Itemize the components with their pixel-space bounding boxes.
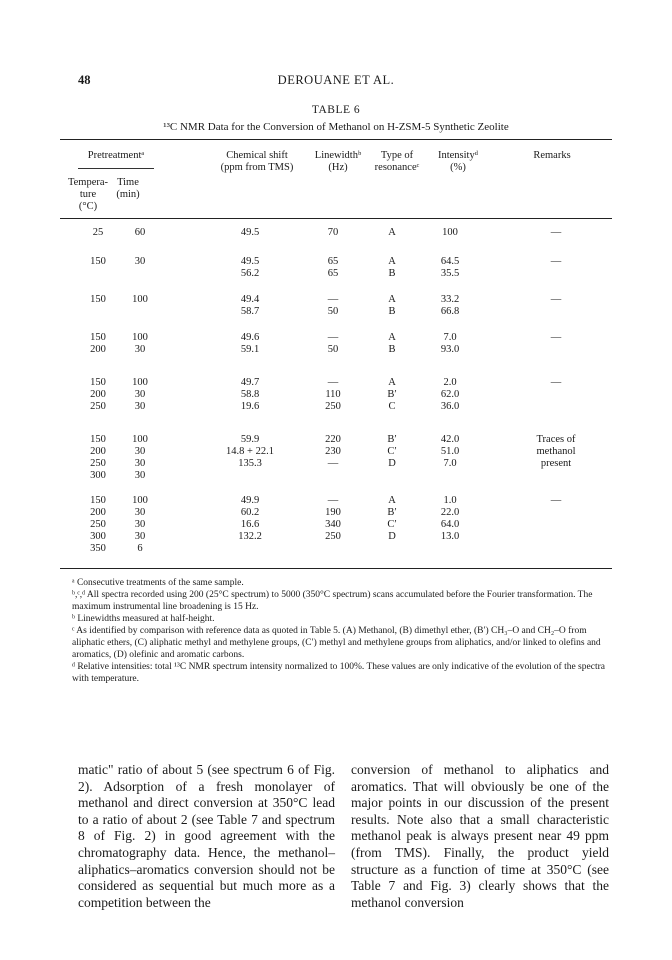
cell-resonance: B bbox=[388, 306, 396, 317]
cell-chemical-shift: 60.2 bbox=[240, 507, 260, 518]
cell-resonance: B bbox=[388, 268, 396, 279]
cell-linewidth: 50 bbox=[327, 344, 339, 355]
cell-chemical-shift: 49.5 bbox=[240, 227, 260, 238]
cell-remarks: present bbox=[540, 458, 572, 469]
cell-intensity: 35.5 bbox=[440, 268, 460, 279]
cell-resonance: A bbox=[388, 332, 396, 343]
cell-temperature: 300 bbox=[90, 470, 106, 481]
cell-time: 30 bbox=[134, 344, 146, 355]
cell-remarks: — bbox=[550, 377, 562, 388]
cell-resonance: B′ bbox=[387, 434, 397, 445]
cell-linewidth: — bbox=[327, 294, 339, 305]
cell-chemical-shift: 135.3 bbox=[238, 458, 262, 469]
cell-resonance: A bbox=[388, 256, 396, 267]
cell-resonance: A bbox=[388, 227, 396, 238]
cell-linewidth: 250 bbox=[325, 401, 341, 412]
cell-linewidth: 50 bbox=[327, 306, 339, 317]
cell-time: 30 bbox=[134, 507, 146, 518]
table-label: TABLE 6 bbox=[311, 104, 361, 116]
cell-time: 30 bbox=[134, 458, 146, 469]
cell-resonance: B bbox=[388, 344, 396, 355]
header-intensity: Intensityᵈ (%) bbox=[437, 150, 478, 173]
table-top-rule bbox=[60, 139, 612, 140]
cell-resonance: B′ bbox=[387, 389, 397, 400]
cell-resonance: B′ bbox=[387, 507, 397, 518]
cell-chemical-shift: 132.2 bbox=[238, 531, 262, 542]
cell-linewidth: 190 bbox=[325, 507, 341, 518]
cell-resonance: A bbox=[388, 377, 396, 388]
footnote-b: ᵇ Linewidths measured at half-height. bbox=[72, 614, 215, 624]
cell-linewidth: 250 bbox=[325, 531, 341, 542]
header-pretreatment: Pretreatmentᵃ bbox=[87, 150, 145, 161]
cell-resonance: C′ bbox=[387, 519, 397, 530]
cell-temperature: 200 bbox=[90, 389, 106, 400]
body-column-right bbox=[351, 762, 609, 911]
cell-intensity: 36.0 bbox=[440, 401, 460, 412]
header-time: Time (min) bbox=[116, 177, 140, 200]
cell-time: 100 bbox=[132, 434, 148, 445]
cell-resonance: D bbox=[388, 458, 396, 469]
cell-temperature: 200 bbox=[90, 446, 106, 457]
cell-linewidth: — bbox=[327, 495, 339, 506]
cell-time: 30 bbox=[134, 519, 146, 530]
cell-linewidth: 65 bbox=[327, 268, 339, 279]
cell-time: 30 bbox=[134, 446, 146, 457]
cell-linewidth: — bbox=[327, 332, 339, 343]
cell-time: 100 bbox=[132, 495, 148, 506]
cell-time: 30 bbox=[134, 389, 146, 400]
cell-intensity: 42.0 bbox=[440, 434, 460, 445]
cell-chemical-shift: 49.4 bbox=[240, 294, 260, 305]
cell-resonance: A bbox=[388, 294, 396, 305]
cell-chemical-shift: 14.8 + 22.1 bbox=[226, 446, 274, 457]
cell-remarks: — bbox=[550, 227, 562, 238]
pretreatment-rule bbox=[78, 168, 154, 169]
cell-linewidth: — bbox=[327, 458, 339, 469]
cell-intensity: 1.0 bbox=[443, 495, 457, 506]
cell-time: 30 bbox=[134, 470, 146, 481]
cell-chemical-shift: 59.1 bbox=[240, 344, 260, 355]
cell-linewidth: 220 bbox=[325, 434, 341, 445]
cell-time: 30 bbox=[134, 531, 146, 542]
table-footnotes bbox=[60, 577, 612, 685]
cell-chemical-shift: 49.9 bbox=[240, 495, 260, 506]
cell-time: 60 bbox=[134, 227, 146, 238]
cell-time: 100 bbox=[132, 332, 148, 343]
page-number: 48 bbox=[78, 73, 91, 87]
cell-temperature: 150 bbox=[90, 256, 106, 267]
cell-linewidth: 70 bbox=[327, 227, 339, 238]
cell-remarks: — bbox=[550, 495, 562, 506]
cell-intensity: 66.8 bbox=[440, 306, 460, 317]
cell-chemical-shift: 56.2 bbox=[240, 268, 260, 279]
running-header bbox=[78, 73, 594, 89]
cell-temperature: 250 bbox=[90, 519, 106, 530]
cell-resonance: C′ bbox=[387, 446, 397, 457]
cell-remarks: — bbox=[550, 294, 562, 305]
cell-intensity: 33.2 bbox=[440, 294, 460, 305]
cell-time: 6 bbox=[137, 543, 143, 554]
cell-temperature: 200 bbox=[90, 344, 106, 355]
cell-linewidth: 65 bbox=[327, 256, 339, 267]
cell-remarks: Traces of bbox=[536, 434, 576, 445]
cell-temperature: 250 bbox=[90, 401, 106, 412]
cell-remarks: methanol bbox=[536, 446, 576, 457]
cell-linewidth: — bbox=[327, 377, 339, 388]
cell-resonance: A bbox=[388, 495, 396, 506]
cell-intensity: 64.5 bbox=[440, 256, 460, 267]
cell-chemical-shift: 49.5 bbox=[240, 256, 260, 267]
cell-linewidth: 110 bbox=[325, 389, 341, 400]
header-linewidth: Linewidthᵇ (Hz) bbox=[314, 150, 362, 173]
cell-chemical-shift: 49.7 bbox=[240, 377, 260, 388]
cell-chemical-shift: 58.8 bbox=[240, 389, 260, 400]
cell-chemical-shift: 16.6 bbox=[240, 519, 260, 530]
cell-temperature: 350 bbox=[90, 543, 106, 554]
header-resonance: Type of resonanceᶜ bbox=[374, 150, 420, 173]
body-paragraph-right: conversion of methanol to aliphatics and aromatics. That will obviously be one of the major points in our discussion of the present results. Note also that a small characteristic methanol peak is always present near 49 ppm (from TMS). Finally, the product yield structure as a function of time at 350°C (see Table 7 and Fig. 3) clearly shows that the methanol conversion bbox=[351, 762, 609, 910]
cell-linewidth: 340 bbox=[325, 519, 341, 530]
footnote-bcd: ᵇ,ᶜ,ᵈ All spectra recorded using 200 (25°C spectrum) to 5000 (350°C spectrum) scans accumulated before the Fourier transformation. The maximum instrumental line broadening is 15 Hz. bbox=[72, 590, 593, 612]
cell-intensity: 7.0 bbox=[443, 332, 457, 343]
cell-intensity: 22.0 bbox=[440, 507, 460, 518]
header-temperature: Tempera- ture (°C) bbox=[67, 177, 109, 212]
header-bottom-rule bbox=[60, 218, 612, 219]
cell-temperature: 250 bbox=[90, 458, 106, 469]
cell-time: 30 bbox=[134, 401, 146, 412]
cell-temperature: 150 bbox=[90, 377, 106, 388]
cell-intensity: 100 bbox=[442, 227, 458, 238]
cell-intensity: 2.0 bbox=[443, 377, 457, 388]
cell-chemical-shift: 58.7 bbox=[240, 306, 260, 317]
table-title: ¹³C NMR Data for the Conversion of Methanol on H-ZSM-5 Synthetic Zeolite bbox=[163, 121, 509, 133]
footnote-a: ᵃ Consecutive treatments of the same sample. bbox=[72, 578, 244, 588]
cell-time: 100 bbox=[132, 377, 148, 388]
header-chemical-shift: Chemical shift (ppm from TMS) bbox=[220, 150, 294, 173]
cell-chemical-shift: 59.9 bbox=[240, 434, 260, 445]
header-remarks: Remarks bbox=[533, 150, 571, 161]
body-paragraph-left: matic" ratio of about 5 (see spectrum 6 of Fig. 2). Adsorption of a fresh monolayer of methanol and direct conversion at 350°C lead to a ratio of about 2 (see Table 7 and spectrum 8 of Fig. 2) in good agreement with the chromatography data. Hence, the methanol–aliphatics–aromatics conversion should not be considered as sequential but much more as a competition between the bbox=[78, 762, 335, 910]
cell-intensity: 64.0 bbox=[440, 519, 460, 530]
cell-temperature: 200 bbox=[90, 507, 106, 518]
cell-resonance: C bbox=[388, 401, 396, 412]
cell-chemical-shift: 49.6 bbox=[240, 332, 260, 343]
cell-temperature: 25 bbox=[92, 227, 104, 238]
cell-time: 30 bbox=[134, 256, 146, 267]
cell-remarks: — bbox=[550, 256, 562, 267]
cell-remarks: — bbox=[550, 332, 562, 343]
cell-time: 100 bbox=[132, 294, 148, 305]
body-column-left bbox=[78, 762, 335, 911]
cell-intensity: 62.0 bbox=[440, 389, 460, 400]
cell-intensity: 93.0 bbox=[440, 344, 460, 355]
cell-chemical-shift: 19.6 bbox=[240, 401, 260, 412]
footnote-d: ᵈ Relative intensities: total ¹³C NMR spectrum intensity normalized to 100%. These values are only indicative of the evolution of the spectra with temperature. bbox=[72, 662, 605, 684]
cell-temperature: 150 bbox=[90, 434, 106, 445]
footnote-c: ᶜ As identified by comparison with reference data as quoted in Table 5. (A) Methanol, (B) dimethyl ether, (B′) CH₃–O and CH₂–O from aliphatic ethers, (C) aliphatic methyl and methylene groups, (C′) methyl and methylene groups from aliphatics, and/or linked to olefins and aromatics, (D) olefinic and aromatic carbons. bbox=[72, 626, 601, 660]
cell-temperature: 150 bbox=[90, 332, 106, 343]
cell-intensity: 13.0 bbox=[440, 531, 460, 542]
table-bottom-rule bbox=[60, 568, 612, 569]
cell-temperature: 150 bbox=[90, 294, 106, 305]
cell-temperature: 300 bbox=[90, 531, 106, 542]
cell-resonance: D bbox=[388, 531, 396, 542]
cell-intensity: 7.0 bbox=[443, 458, 457, 469]
cell-intensity: 51.0 bbox=[440, 446, 460, 457]
cell-temperature: 150 bbox=[90, 495, 106, 506]
running-title: DEROUANE ET AL. bbox=[277, 73, 395, 87]
cell-linewidth: 230 bbox=[325, 446, 341, 457]
